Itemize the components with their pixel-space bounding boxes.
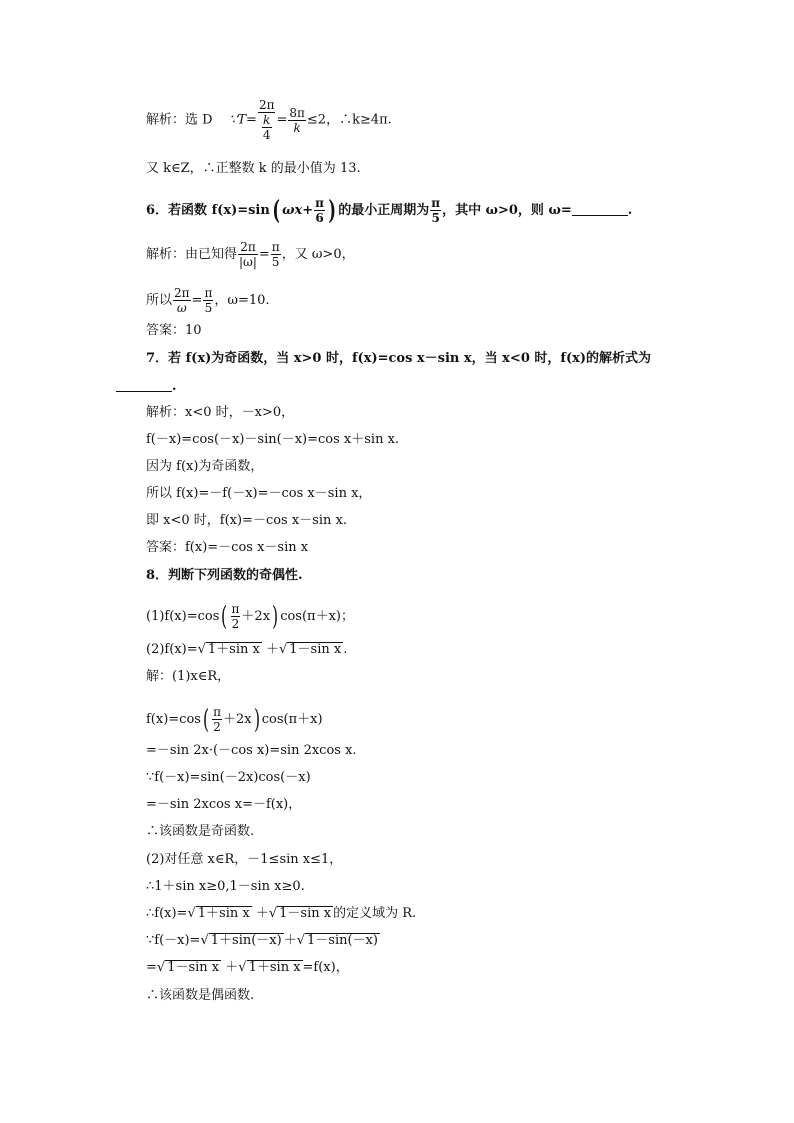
fraction-numerator: π xyxy=(204,286,213,300)
q6-fraction-pi-over-5 xyxy=(430,196,441,225)
fraction-numerator: 2π xyxy=(174,286,190,300)
fraction-denominator: 2 xyxy=(231,617,240,631)
fraction-denominator: 5 xyxy=(204,301,213,315)
q6-fraction-2pi-over-abs-omega xyxy=(238,240,258,269)
q5-period-expr: ∵T= xyxy=(229,112,257,128)
q8-part-text: ＋2x xyxy=(241,609,271,624)
q7-stem: 7．若 f(x)为奇函数，当 x>0 时，f(x)=cos x－sin x，当 x<0 时，f(x)的解析式为 xyxy=(146,351,652,366)
q7-stem-blank-line xyxy=(116,378,177,396)
q8-solution-line: ∴该函数是奇函数. xyxy=(146,824,255,839)
q8-sol-part: cos(π＋x) xyxy=(261,712,323,727)
fraction-denominator: 4 xyxy=(262,128,271,142)
q5-fraction-8pi-over-k xyxy=(288,106,306,135)
sqrt-expression: √ 1－sin x xyxy=(156,960,220,975)
fraction-numerator: π xyxy=(231,602,240,616)
q7-solution-line: 解析：x<0 时，－x>0， xyxy=(146,405,295,420)
plus-sign: ＋ xyxy=(225,960,239,975)
q8-sol-part: =f(x)， xyxy=(302,960,349,975)
left-paren: ( xyxy=(221,601,228,632)
q6-solution-line-2 xyxy=(146,286,270,315)
q7-solution-line: 因为 f(x)为奇函数， xyxy=(146,459,264,474)
q6-fraction-pi-over-5 xyxy=(203,286,213,315)
fraction-denominator xyxy=(258,113,276,142)
right-paren: ) xyxy=(253,704,260,735)
q6-answer: 答案：10 xyxy=(146,323,202,338)
q8-sol-part: ＋2x xyxy=(223,712,252,727)
radicand: 1－sin x xyxy=(289,642,342,657)
answer-blank xyxy=(572,203,628,216)
sqrt-expression: √ 1＋sin x xyxy=(197,642,260,657)
q6-sol-part: ，又 ω>0， xyxy=(281,247,355,262)
sqrt-expression: √ 1＋sin(－x) xyxy=(200,933,282,948)
fraction-denominator: 2 xyxy=(213,720,221,734)
q8-solution-line: =－sin 2xcos x=－f(x)， xyxy=(146,797,302,812)
q8-part-text: (1)f(x)=cos xyxy=(146,609,220,624)
q8-sol-part: f(x)=cos xyxy=(146,712,201,727)
answer-blank xyxy=(116,379,172,392)
plus-sign: ＋ xyxy=(265,642,279,657)
equals-sign: = xyxy=(276,112,288,128)
q8-solution-line: ∴该函数是偶函数. xyxy=(146,988,255,1003)
q8-part-text: . xyxy=(343,642,348,657)
q8-solution-line xyxy=(146,905,416,923)
fraction-numerator: π xyxy=(271,240,280,254)
fraction-numerator: k xyxy=(263,113,271,127)
q7-solution-line: 即 x<0 时，f(x)=－cos x－sin x. xyxy=(146,513,347,528)
q6-stem-part: . xyxy=(627,203,633,218)
q8-solution-line: ∴1＋sin x≥0,1－sin x≥0. xyxy=(146,879,305,894)
radicand: 1－sin x xyxy=(167,960,220,975)
q6-sol-part: 所以 xyxy=(146,293,173,308)
q7-stem-end: . xyxy=(172,379,177,394)
q8-fraction-pi-over-2 xyxy=(212,705,222,734)
q5-solution-prefix: 解析：选 D xyxy=(146,112,213,128)
q6-fraction-2pi-over-omega xyxy=(173,286,191,315)
radicand: 1＋sin x xyxy=(197,906,250,921)
radicand: 1＋sin(－x) xyxy=(210,933,282,948)
plus-sign: ＋ xyxy=(255,906,269,921)
radicand: 1－sin x xyxy=(279,906,332,921)
fraction-denominator: k xyxy=(293,120,301,135)
q5-fraction-2pi-over-k4 xyxy=(258,98,276,142)
q7-solution-line: 所以 f(x)=－f(－x)=－cos x－sin x， xyxy=(146,486,372,501)
fraction-denominator: 5 xyxy=(431,211,440,225)
q8-sol-part: = xyxy=(146,960,157,975)
q6-stem-part: ωx+ xyxy=(282,203,314,218)
q8-part-1 xyxy=(146,602,354,631)
radicand: 1＋sin x xyxy=(248,960,301,975)
sqrt-expression: √ 1－sin x xyxy=(268,906,332,921)
plus-sign: ＋ xyxy=(283,933,297,948)
q8-fraction-pi-over-2 xyxy=(231,602,241,631)
q6-solution-line-1 xyxy=(146,240,355,269)
q7-solution-line: f(－x)=cos(－x)－sin(－x)=cos x＋sin x. xyxy=(146,432,400,447)
fraction-numerator: π xyxy=(315,196,324,210)
equals-sign: = xyxy=(191,293,203,308)
fraction-numerator: π xyxy=(213,705,222,719)
q8-solution-line xyxy=(146,959,349,977)
radicand: 1＋sin x xyxy=(207,642,260,657)
q8-sol-part: ∵f(－x)= xyxy=(146,933,201,948)
fraction-numerator: π xyxy=(431,196,441,210)
fraction-denominator: ω xyxy=(176,301,187,315)
q8-solution-line: =－sin 2x·(－cos x)=sin 2xcos x. xyxy=(146,743,357,758)
right-paren: ) xyxy=(328,195,336,226)
fraction-denominator: 6 xyxy=(315,211,324,225)
fraction-numerator: 2π xyxy=(258,98,275,112)
sqrt-expression: √ 1＋sin x xyxy=(238,960,301,975)
q7-answer: 答案：f(x)=－cos x－sin x xyxy=(146,540,309,555)
sqrt-expression: √ 1－sin x xyxy=(278,642,342,657)
left-paren: ( xyxy=(272,195,280,226)
radicand: 1－sin(－x) xyxy=(307,933,378,948)
q6-stem-part: 的最小正周期为 xyxy=(338,203,430,218)
q6-stem-part: 6．若函数 f(x)=sin xyxy=(146,203,270,218)
q6-sol-part: 解析：由已知得 xyxy=(146,247,238,262)
fraction-numerator: 2π xyxy=(238,240,258,255)
q6-fraction-pi-over-6 xyxy=(314,196,325,225)
q8-solution-line xyxy=(146,705,323,734)
fraction-numerator: 8π xyxy=(289,105,305,120)
q8-part-text: (2)f(x)= xyxy=(146,642,198,657)
q5-conclusion: ≤2，∴k≥4π. xyxy=(306,112,392,128)
q8-sol-part: ∴f(x)= xyxy=(146,906,188,921)
q5-result-line: 又 k∈Z，∴正整数 k 的最小值为 13. xyxy=(146,161,361,176)
equals-sign: = xyxy=(258,247,270,262)
left-paren: ( xyxy=(203,704,210,735)
q8-sol-part: 的定义域为 R. xyxy=(333,906,417,921)
sqrt-expression: √ 1－sin(－x) xyxy=(296,933,378,948)
q8-solution-line xyxy=(146,932,380,950)
q8-solution-line: (2)对任意 x∈R，－1≤sin x≤1， xyxy=(146,852,343,867)
q6-fraction-pi-over-5 xyxy=(271,240,281,269)
q8-part-text: cos(π＋x)； xyxy=(280,609,354,624)
q8-part-2 xyxy=(146,641,347,659)
q8-stem: 8．判断下列函数的奇偶性. xyxy=(146,568,303,583)
sqrt-expression: √ 1＋sin x xyxy=(187,906,250,921)
right-paren: ) xyxy=(272,601,279,632)
q8-solution-line: 解：(1)x∈R， xyxy=(146,669,231,684)
q5-solution-line xyxy=(146,98,392,142)
fraction-denominator: |ω| xyxy=(239,255,257,269)
q8-solution-line: ∵f(－x)=sin(－2x)cos(－x) xyxy=(146,770,311,785)
q6-stem-part: ，其中 ω>0，则 ω= xyxy=(442,203,572,218)
q6-stem xyxy=(146,196,632,225)
q6-sol-part: ，ω=10. xyxy=(214,293,270,308)
fraction-denominator: 5 xyxy=(271,255,280,269)
